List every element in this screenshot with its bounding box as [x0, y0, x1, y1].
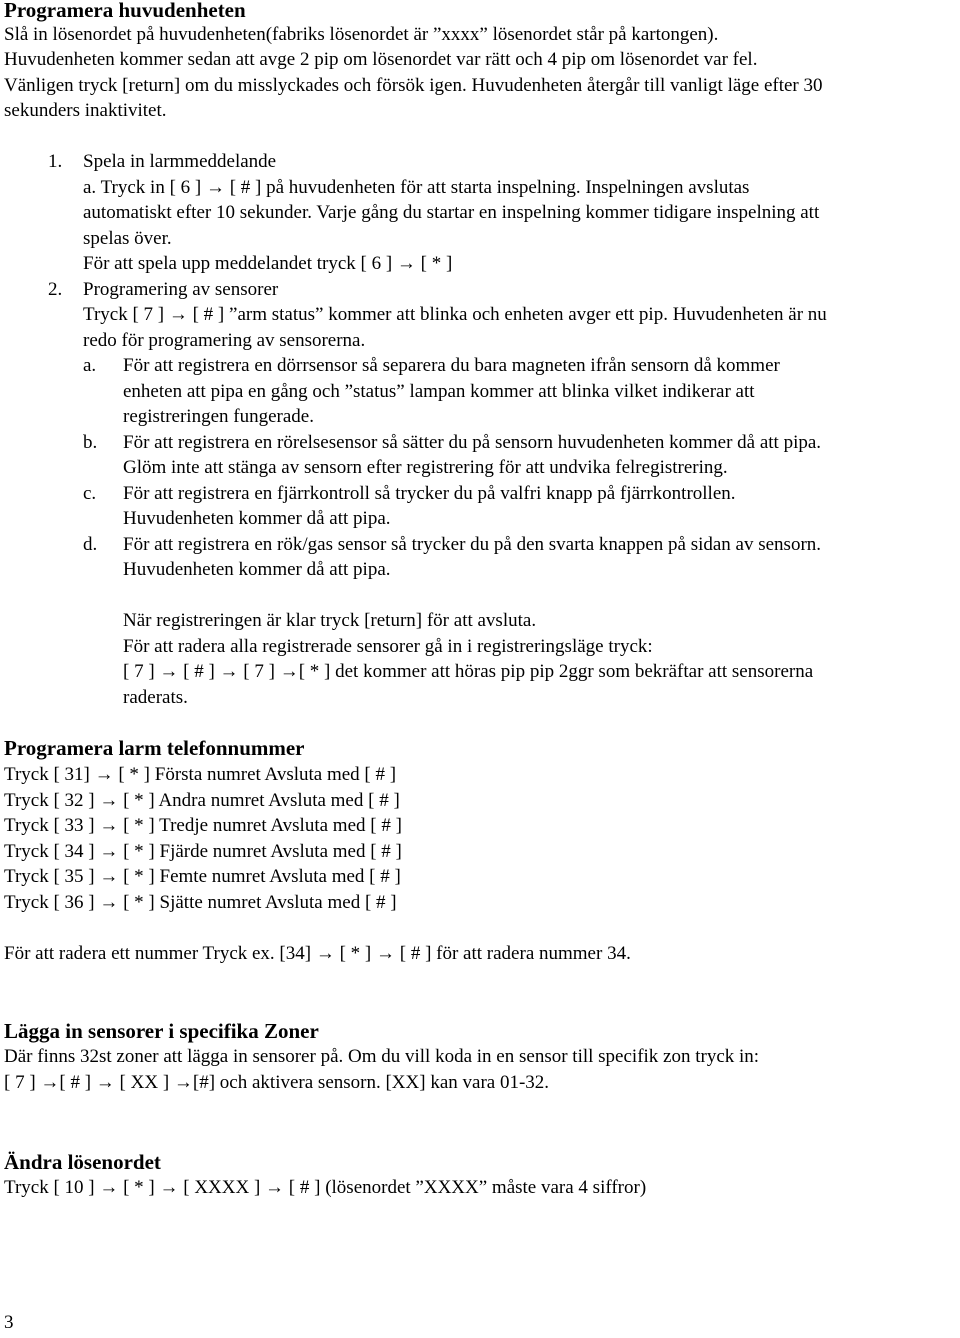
zone-line: [ 7 ] →[ # ] → [ XX ] →[#] och aktivera sensorn. [XX] kan vara 01-32. — [4, 1072, 550, 1093]
subitem-line: För att registrera en rörelsesensor så sätter du på sensorn huvudenheten kommer då att pipa. — [123, 432, 822, 453]
closing-line: För att radera alla registrerade sensorer gå in i registreringsläge tryck: — [123, 636, 653, 657]
list-item-line: a. Tryck in [ 6 ] → [ # ] på huvudenheten för att starta inspelning. Inspelningen avslutas — [83, 177, 750, 198]
heading-lagga-in-sensorer: Lägga in sensorer i specifika Zoner — [4, 1019, 319, 1043]
closing-line: [ 7 ] → [ # ] → [ 7 ] →[ * ] det kommer att höras pip pip 2ggr som bekräftar att sensorerna — [123, 661, 814, 682]
list-item-line: redo för programering av sensorerna. — [83, 330, 366, 351]
intro-line: Huvudenheten kommer sedan att avge 2 pip om lösenordet var rätt och 4 pip om lösenordet var fel. — [4, 49, 758, 70]
phone-line: Tryck [ 32 ] → [ * ] Andra numret Avsluta med [ # ] — [4, 790, 400, 811]
heading-programera-larm-telefonnummer: Programera larm telefonnummer — [4, 736, 305, 760]
phone-line: Tryck [ 33 ] → [ * ] Tredje numret Avsluta med [ # ] — [4, 815, 402, 836]
subitem-label: a. — [83, 355, 97, 376]
subitem-label: c. — [83, 483, 97, 504]
subitem-line: enheten att pipa en gång och ”status” lampan kommer att blinka vilket indikerar att — [123, 381, 755, 402]
list-item-line: spelas över. — [83, 228, 172, 249]
subitem-label: b. — [83, 432, 98, 453]
closing-line: raderats. — [123, 687, 188, 708]
zone-line: Där finns 32st zoner att lägga in sensorer på. Om du vill koda in en sensor till specifik zon tryck in: — [4, 1046, 760, 1067]
phone-line: Tryck [ 35 ] → [ * ] Femte numret Avsluta med [ # ] — [4, 866, 401, 887]
subitem-line: För att registrera en rök/gas sensor så trycker du på den svarta knappen på sidan av sensorn. — [123, 534, 822, 555]
subitem-line: Glöm inte att stänga av sensorn efter registrering för att undvika felregistrering. — [123, 457, 728, 478]
phone-line: Tryck [ 36 ] → [ * ] Sjätte numret Avsluta med [ # ] — [4, 892, 397, 913]
subitem-line: För att registrera en dörrsensor så separera du bara magneten ifrån sensorn då kommer — [123, 355, 780, 376]
password-line: Tryck [ 10 ] → [ * ] → [ XXXX ] → [ # ] (lösenordet ”XXXX” måste vara 4 siffror) — [4, 1177, 647, 1198]
intro-line: Vänligen tryck [return] om du misslyckades och försök igen. Huvudenheten återgår till vanligt läge efter 30 — [4, 75, 823, 96]
subitem-label: d. — [83, 534, 98, 555]
list-item-title: Spela in larmmeddelande — [83, 151, 277, 172]
closing-line: När registreringen är klar tryck [return] för att avsluta. — [123, 610, 537, 631]
subitem-line: Huvudenheten kommer då att pipa. — [123, 508, 391, 529]
heading-programera-huvudenheten: Programera huvudenheten — [4, 0, 246, 22]
phone-line: Tryck [ 34 ] → [ * ] Fjärde numret Avsluta med [ # ] — [4, 841, 402, 862]
delete-number-line: För att radera ett nummer Tryck ex. [34] → [ * ] → [ # ] för att radera nummer 34. — [4, 943, 631, 964]
subitem-line: För att registrera en fjärrkontroll så trycker du på valfri knapp på fjärrkontrollen. — [123, 483, 736, 504]
intro-line: sekunders inaktivitet. — [4, 100, 167, 121]
list-number: 2. — [48, 279, 63, 300]
heading-andra-losenordet: Ändra lösenordet — [4, 1150, 161, 1174]
list-item-line: automatiskt efter 10 sekunder. Varje gång du startar en inspelning kommer tidigare inspelning att — [83, 202, 820, 223]
subitem-line: registreringen fungerade. — [123, 406, 314, 427]
subitem-line: Huvudenheten kommer då att pipa. — [123, 559, 391, 580]
intro-line: Slå in lösenordet på huvudenheten(fabriks lösenordet är ”xxxx” lösenordet står på kartongen). — [4, 24, 719, 45]
list-item-line: För att spela upp meddelandet tryck [ 6 ] → [ * ] — [83, 253, 453, 274]
list-number: 1. — [48, 151, 63, 172]
list-item-title: Programering av sensorer — [83, 279, 279, 300]
phone-line: Tryck [ 31] → [ * ] Första numret Avsluta med [ # ] — [4, 764, 397, 785]
list-item-line: Tryck [ 7 ] → [ # ] ”arm status” kommer att blinka och enheten avger ett pip. Huvudenheten är nu — [83, 304, 827, 325]
page-number: 3 — [4, 1312, 14, 1333]
